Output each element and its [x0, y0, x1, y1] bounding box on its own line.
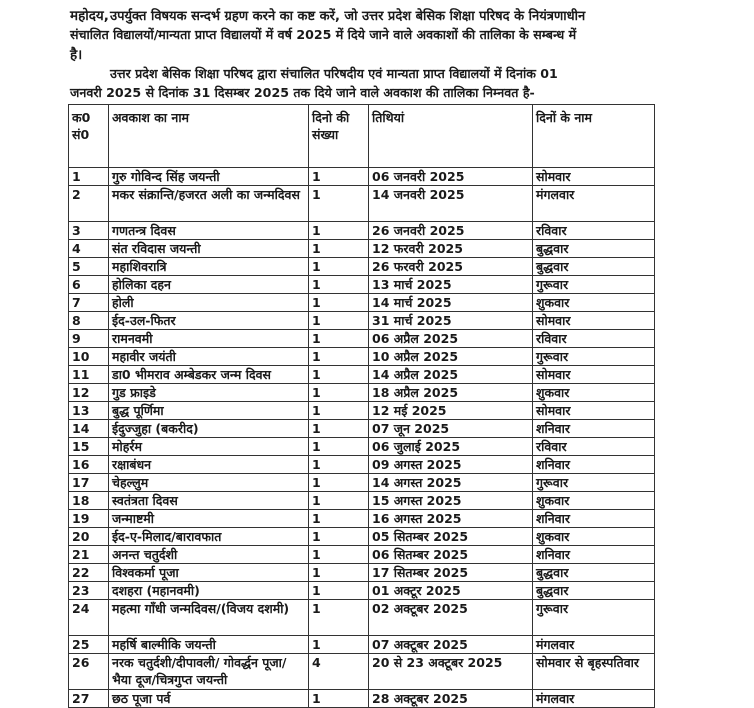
table-row: [69, 222, 655, 240]
table-row: [69, 330, 655, 348]
days-count-cell: 1: [309, 168, 369, 186]
weekday-cell: सोमवार: [533, 366, 655, 384]
para2-line2: जनवरी 2025 से दिनांक 31 दिसम्बर 2025 तक दिये जाने वाले अवकाश की तालिका निम्नवत है-: [70, 85, 535, 100]
table-row: [69, 294, 655, 312]
days-count-cell: 1: [309, 492, 369, 510]
holiday-name-cell: अनन्त चतुर्दशी: [109, 546, 309, 564]
days-count-cell: 1: [309, 186, 369, 222]
weekday-cell: बुद्धवार: [533, 564, 655, 582]
holiday-name-cell: रामनवमी: [109, 330, 309, 348]
days-count-cell: 1: [309, 582, 369, 600]
serial-cell: 4: [69, 240, 109, 258]
weekday-cell: रविवार: [533, 438, 655, 456]
holiday-name-cell: महावीर जयंती: [109, 348, 309, 366]
weekday-cell: शनिवार: [533, 510, 655, 528]
serial-cell: 7: [69, 294, 109, 312]
para1-line1: उपर्युक्त विषयक सन्दर्भ ग्रहण करने का कष्ट करें, जो उत्तर प्रदेश बेसिक शिक्षा परिषद के नियंत्रणाधीन: [110, 9, 586, 24]
date-cell: 14 जनवरी 2025: [369, 186, 533, 222]
weekday-cell: शुकवार: [533, 384, 655, 402]
table-row: [69, 276, 655, 294]
serial-cell: 21: [69, 546, 109, 564]
days-count-cell: 1: [309, 510, 369, 528]
date-cell: 16 अगस्त 2025: [369, 510, 533, 528]
date-cell: 01 अक्टूर 2025: [369, 582, 533, 600]
holiday-name-cell: बुद्ध पूर्णिमा: [109, 402, 309, 420]
header-serial: क0 सं0: [69, 105, 109, 168]
table-row: [69, 240, 655, 258]
date-cell: 20 से 23 अक्टूबर 2025: [369, 654, 533, 690]
days-count-cell: 1: [309, 384, 369, 402]
serial-cell: 8: [69, 312, 109, 330]
weekday-cell: मंगलवार: [533, 636, 655, 654]
holiday-name-cell: डा0 भीमराव अम्बेडकर जन्म दिवस: [109, 366, 309, 384]
weekday-cell: बुद्धवार: [533, 582, 655, 600]
days-count-cell: 1: [309, 420, 369, 438]
days-count-cell: 1: [309, 438, 369, 456]
holiday-name-cell: होलिका दहन: [109, 276, 309, 294]
holiday-name-cell: रक्षाबंधन: [109, 456, 309, 474]
weekday-cell: शनिवार: [533, 420, 655, 438]
table-row: [69, 654, 655, 690]
days-count-cell: 1: [309, 222, 369, 240]
days-count-cell: 1: [309, 564, 369, 582]
date-cell: 26 फरवरी 2025: [369, 258, 533, 276]
table-row: [69, 636, 655, 654]
salutation: महोदय,: [70, 8, 109, 24]
header-days-count: दिनो की संख्या: [309, 105, 369, 168]
holiday-name-cell: ईद-ए-मिलाद/बारावफात: [109, 528, 309, 546]
serial-cell: 14: [69, 420, 109, 438]
table-header-row: [69, 105, 655, 168]
days-count-cell: 1: [309, 240, 369, 258]
serial-cell: 24: [69, 600, 109, 636]
weekday-cell: शनिवार: [533, 456, 655, 474]
table-row: [69, 312, 655, 330]
date-cell: 15 अगस्त 2025: [369, 492, 533, 510]
weekday-cell: सोमवार से बृहस्पतिवार: [533, 654, 655, 690]
days-count-cell: 1: [309, 636, 369, 654]
table-row: [69, 690, 655, 708]
date-cell: 09 अगस्त 2025: [369, 456, 533, 474]
date-cell: 07 जून 2025: [369, 420, 533, 438]
holiday-name-cell: ईदुज्जुहा (बकरीद): [109, 420, 309, 438]
table-row: [69, 600, 655, 636]
weekday-cell: मंगलवार: [533, 690, 655, 708]
days-count-cell: 1: [309, 528, 369, 546]
serial-cell: 5: [69, 258, 109, 276]
weekday-cell: बुद्धवार: [533, 258, 655, 276]
para1-line3: है।: [70, 47, 83, 63]
para1-line2: संचालित विद्यालयों/मान्यता प्राप्त विद्यालयों में वर्ष 2025 में दिये जाने वाले अवकाशों की तालिका के सम्बन्ध में: [70, 27, 577, 42]
table-row: [69, 168, 655, 186]
para2-line1: उत्तर प्रदेश बेसिक शिक्षा परिषद द्वारा संचालित परिषदीय एवं मान्यता प्राप्त विद्यालयों में दिनांक 01: [110, 66, 558, 81]
weekday-cell: शुकवार: [533, 492, 655, 510]
holiday-name-cell: महर्षि बाल्मीकि जयन्ती: [109, 636, 309, 654]
table-row: [69, 582, 655, 600]
table-row: [69, 258, 655, 276]
days-count-cell: 1: [309, 456, 369, 474]
holiday-name-cell: गुड फ्राइडे: [109, 384, 309, 402]
weekday-cell: रविवार: [533, 222, 655, 240]
date-cell: 07 अक्टूबर 2025: [369, 636, 533, 654]
serial-cell: 12: [69, 384, 109, 402]
table-row: [69, 438, 655, 456]
date-cell: 14 मार्च 2025: [369, 294, 533, 312]
serial-cell: 20: [69, 528, 109, 546]
days-count-cell: 1: [309, 690, 369, 708]
weekday-cell: सोमवार: [533, 402, 655, 420]
date-cell: 10 अप्रैल 2025: [369, 348, 533, 366]
date-cell: 06 सितम्बर 2025: [369, 546, 533, 564]
date-cell: 18 अप्रैल 2025: [369, 384, 533, 402]
date-cell: 06 अप्रैल 2025: [369, 330, 533, 348]
date-cell: 12 मई 2025: [369, 402, 533, 420]
holiday-name-cell: विश्वकर्मा पूजा: [109, 564, 309, 582]
date-cell: 31 मार्च 2025: [369, 312, 533, 330]
weekday-cell: गुरूवार: [533, 348, 655, 366]
date-cell: 13 मार्च 2025: [369, 276, 533, 294]
weekday-cell: सोमवार: [533, 312, 655, 330]
header-weekday: दिनों के नाम: [533, 105, 655, 168]
holiday-name-cell: जन्माष्टमी: [109, 510, 309, 528]
serial-cell: 11: [69, 366, 109, 384]
weekday-cell: सोमवार: [533, 168, 655, 186]
date-cell: 28 अक्टूबर 2025: [369, 690, 533, 708]
date-cell: 06 जुलाई 2025: [369, 438, 533, 456]
table-row: [69, 402, 655, 420]
header-dates: तिथियां: [369, 105, 533, 168]
holiday-name-cell: महाशिवरात्रि: [109, 258, 309, 276]
serial-cell: 16: [69, 456, 109, 474]
serial-cell: 22: [69, 564, 109, 582]
days-count-cell: 1: [309, 402, 369, 420]
holiday-name-cell: ईद-उल-फितर: [109, 312, 309, 330]
days-count-cell: 1: [309, 546, 369, 564]
table-row: [69, 492, 655, 510]
holiday-name-cell: मोहर्रम: [109, 438, 309, 456]
table-row: [69, 528, 655, 546]
weekday-cell: गुरूवार: [533, 276, 655, 294]
weekday-cell: गुरूवार: [533, 600, 655, 636]
holiday-name-cell: होली: [109, 294, 309, 312]
weekday-cell: मंगलवार: [533, 186, 655, 222]
holiday-name-cell: गुरु गोविन्द सिंह जयन्ती: [109, 168, 309, 186]
table-row: [69, 366, 655, 384]
serial-cell: 15: [69, 438, 109, 456]
table-row: [69, 456, 655, 474]
days-count-cell: 1: [309, 258, 369, 276]
holiday-name-cell: चेहल्लुम: [109, 474, 309, 492]
date-cell: 02 अक्टूबर 2025: [369, 600, 533, 636]
date-cell: 26 जनवरी 2025: [369, 222, 533, 240]
table-row: [69, 510, 655, 528]
days-count-cell: 1: [309, 276, 369, 294]
serial-cell: 25: [69, 636, 109, 654]
holiday-name-cell: नरक चतुर्दशी/दीपावली/ गोवर्द्धन पूजा/ भैया दूज/चित्रगुप्त जयन्ती: [109, 654, 309, 690]
serial-cell: 3: [69, 222, 109, 240]
days-count-cell: 4: [309, 654, 369, 690]
holiday-table: [68, 104, 655, 708]
table-row: [69, 564, 655, 582]
table-row: [69, 384, 655, 402]
days-count-cell: 1: [309, 600, 369, 636]
holiday-name-cell: संत रविदास जयन्ती: [109, 240, 309, 258]
days-count-cell: 1: [309, 366, 369, 384]
holiday-name-cell: छठ पूजा पर्व: [109, 690, 309, 708]
weekday-cell: शनिवार: [533, 546, 655, 564]
weekday-cell: शुकवार: [533, 294, 655, 312]
days-count-cell: 1: [309, 294, 369, 312]
weekday-cell: गुरूवार: [533, 474, 655, 492]
header-holiday-name: अवकाश का नाम: [109, 105, 309, 168]
days-count-cell: 1: [309, 312, 369, 330]
holiday-name-cell: मकर संक्रान्ति/हजरत अली का जन्मदिवस: [109, 186, 309, 222]
serial-cell: 6: [69, 276, 109, 294]
date-cell: 14 अगस्त 2025: [369, 474, 533, 492]
table-row: [69, 546, 655, 564]
holiday-name-cell: गणतन्त्र दिवस: [109, 222, 309, 240]
days-count-cell: 1: [309, 474, 369, 492]
serial-cell: 13: [69, 402, 109, 420]
serial-cell: 10: [69, 348, 109, 366]
weekday-cell: शुकवार: [533, 528, 655, 546]
serial-cell: 18: [69, 492, 109, 510]
date-cell: 14 अप्रैल 2025: [369, 366, 533, 384]
serial-cell: 9: [69, 330, 109, 348]
serial-cell: 19: [69, 510, 109, 528]
serial-cell: 17: [69, 474, 109, 492]
table-row: [69, 420, 655, 438]
date-cell: 06 जनवरी 2025: [369, 168, 533, 186]
date-cell: 05 सितम्बर 2025: [369, 528, 533, 546]
table-body: [69, 168, 655, 708]
holiday-name-cell: दशहरा (महानवमी): [109, 582, 309, 600]
days-count-cell: 1: [309, 348, 369, 366]
date-cell: 17 सितम्बर 2025: [369, 564, 533, 582]
serial-cell: 23: [69, 582, 109, 600]
weekday-cell: रविवार: [533, 330, 655, 348]
table-row: [69, 474, 655, 492]
serial-cell: 2: [69, 186, 109, 222]
holiday-name-cell: महत्मा गाँधी जन्मदिवस/(विजय दशमी): [109, 600, 309, 636]
weekday-cell: बुद्धवार: [533, 240, 655, 258]
days-count-cell: 1: [309, 330, 369, 348]
serial-cell: 26: [69, 654, 109, 690]
date-cell: 12 फरवरी 2025: [369, 240, 533, 258]
holiday-name-cell: स्वतंत्रता दिवस: [109, 492, 309, 510]
serial-cell: 1: [69, 168, 109, 186]
table-row: [69, 348, 655, 366]
serial-cell: 27: [69, 690, 109, 708]
table-row: [69, 186, 655, 222]
